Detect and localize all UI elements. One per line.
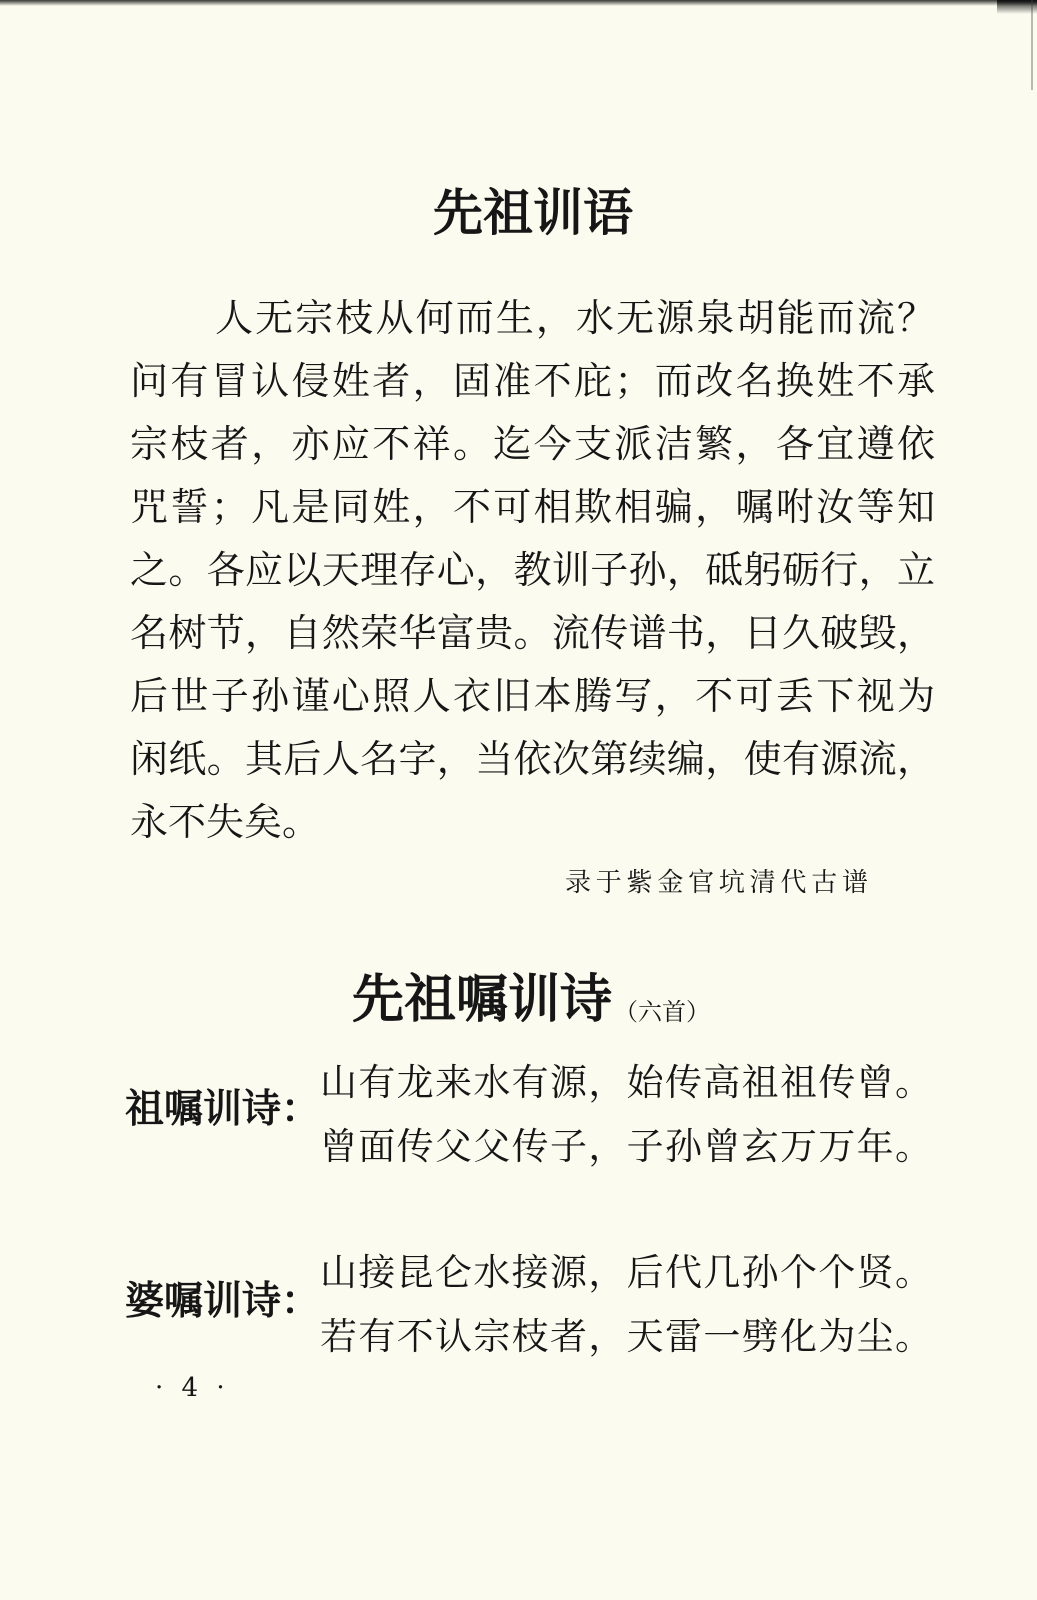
precepts-line: 咒誓；凡是同姓，不可相欺相骗，嘱咐汝等知 — [130, 485, 935, 529]
precepts-line: 宗枝者，亦应不祥。迄今支派洁繁，各宜遵依 — [130, 422, 935, 466]
scan-edge-top — [0, 0, 1037, 6]
poems-title: 先祖嘱训诗 — [352, 969, 613, 1030]
poem-line: 山有龙来水有源，始传高祖祖传曾。 — [320, 1061, 932, 1104]
precepts-line: 闲纸。其后人名字，当依次第续编，使有源流， — [130, 737, 935, 781]
poems-title-note: （六首） — [614, 998, 710, 1026]
page-number: · 4 · — [155, 1373, 230, 1403]
precepts-line: 名树节，自然荣华富贵。流传谱书，日久破毁， — [130, 611, 935, 655]
precepts-line: 后世子孙谨心照人衣旧本腾写，不可丢下视为 — [130, 674, 935, 718]
precepts-paragraph — [130, 287, 935, 854]
precepts-line: 之。各应以天理存心，教训子孙，砥躬砺行，立 — [130, 548, 935, 592]
poem-lines — [320, 1051, 932, 1179]
precepts-title: 先祖训语 — [433, 183, 633, 242]
poem-label: 婆嘱训诗： — [125, 1279, 321, 1324]
scan-edge-right — [1031, 0, 1033, 90]
precepts-line: 永不失矣。 — [130, 800, 321, 844]
precepts-line: 问有冒认侵姓者，固准不庇；而改名换姓不承 — [130, 359, 935, 403]
poem-line: 曾面传父父传子，子孙曾玄万万年。 — [320, 1125, 932, 1168]
poem-line: 若有不认宗枝者，天雷一劈化为尘。 — [320, 1315, 932, 1358]
poem-lines — [320, 1241, 932, 1369]
precepts-line: 人无宗枝从何而生，水无源泉胡能而流？ — [215, 296, 935, 340]
source-note: 录于紫金官坑清代古谱 — [565, 868, 868, 898]
poem-label: 祖嘱训诗： — [125, 1087, 321, 1132]
poem-line: 山接昆仑水接源，后代几孙个个贤。 — [320, 1251, 932, 1294]
